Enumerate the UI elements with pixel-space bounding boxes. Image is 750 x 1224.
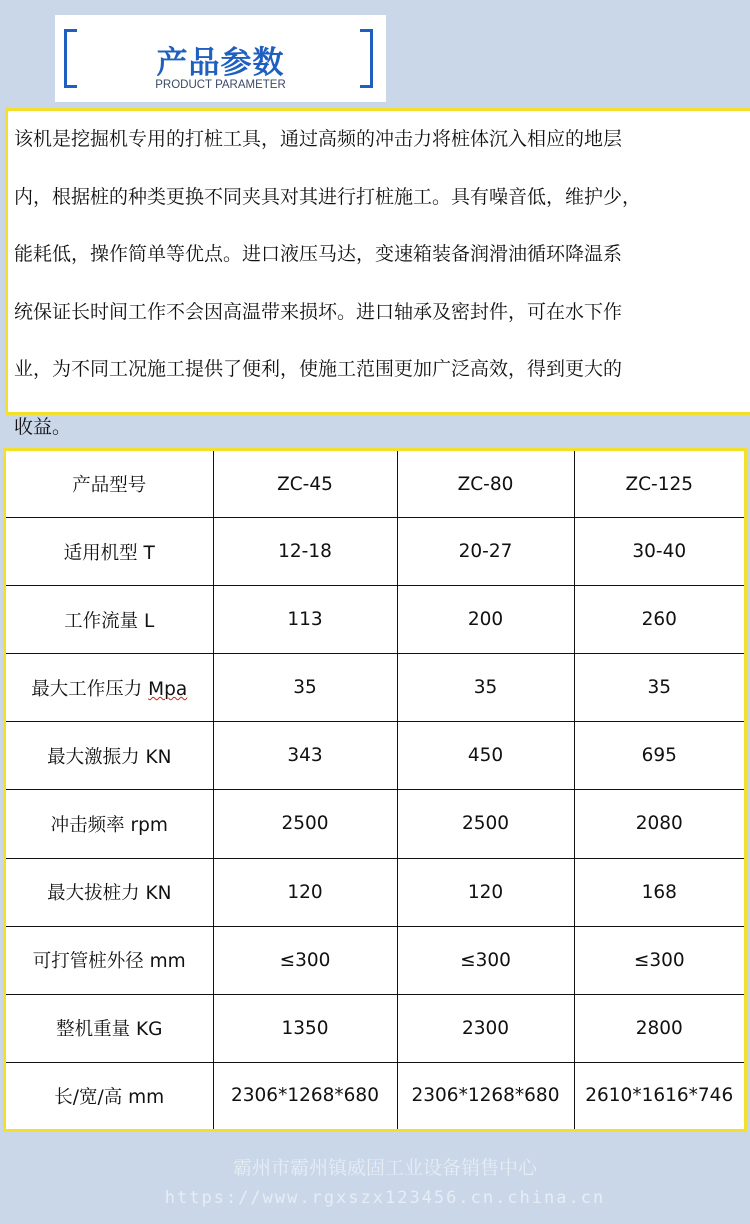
- description-line: 收益。: [14, 415, 72, 438]
- cell-value: ≤300: [397, 926, 574, 994]
- cell-value: 343: [213, 722, 397, 790]
- row-label: 可打管桩外径 mm: [6, 926, 213, 994]
- cell-value: ≤300: [574, 926, 744, 994]
- row-label-text: 最大工作压力: [31, 678, 149, 700]
- cell-value: 2306*1268*680: [213, 1062, 397, 1129]
- description-line: 内，根据桩的种类更换不同夹具对其进行打桩施工。具有噪音低，维护少，: [14, 185, 642, 208]
- row-label: 整机重量 KG: [6, 994, 213, 1062]
- watermark-company: 霸州市霸州镇威固工业设备销售中心: [232, 1157, 537, 1179]
- row-label: 冲击频率 rpm: [6, 790, 213, 858]
- cell-value: 168: [574, 858, 744, 926]
- table-row: [6, 722, 744, 790]
- cell-value: 695: [574, 722, 744, 790]
- table-row: [6, 790, 744, 858]
- cell-value: 2800: [574, 994, 744, 1062]
- description-line: 该机是挖掘机专用的打桩工具，通过高频的冲击力将桩体沉入相应的地层: [14, 128, 623, 150]
- cell-value: 30-40: [574, 518, 744, 586]
- row-label: 长/宽/高 mm: [6, 1062, 213, 1129]
- row-label: [6, 654, 213, 722]
- section-subtitle: PRODUCT PARAMETER: [155, 79, 286, 91]
- row-label: 最大激振力 KN: [6, 722, 213, 790]
- table-row: [6, 654, 744, 722]
- table-row: [6, 994, 744, 1062]
- row-label: 最大拔桩力 KN: [6, 858, 213, 926]
- parameters-table: [6, 451, 744, 1129]
- cell-value: 12-18: [213, 518, 397, 586]
- table-row: [6, 926, 744, 994]
- table-row: [6, 1062, 744, 1129]
- cell-value: 260: [574, 586, 744, 654]
- cell-value: 35: [397, 654, 574, 722]
- row-label-unit: Mpa: [148, 678, 188, 700]
- cell-value: 120: [213, 858, 397, 926]
- header-cell-model: ZC-125: [574, 451, 744, 518]
- cell-value: 35: [574, 654, 744, 722]
- cell-value: 2080: [574, 790, 744, 858]
- cell-value: 2500: [213, 790, 397, 858]
- row-label: 工作流量 L: [6, 586, 213, 654]
- cell-value: 20-27: [397, 518, 574, 586]
- cell-value: 120: [397, 858, 574, 926]
- table-row: [6, 518, 744, 586]
- cell-value: 2300: [397, 994, 574, 1062]
- cell-value: 450: [397, 722, 574, 790]
- cell-value: 2610*1616*746: [574, 1062, 744, 1129]
- header-cell-model: ZC-45: [213, 451, 397, 518]
- cell-value: 2306*1268*680: [397, 1062, 574, 1129]
- description-line: 统保证长时间工作不会因高温带来损坏。进口轴承及密封件，可在水下作: [14, 300, 623, 323]
- cell-value: 200: [397, 586, 574, 654]
- row-label: 适用机型 T: [6, 518, 213, 586]
- parameters-table-box: [3, 448, 747, 1132]
- cell-value: ≤300: [213, 926, 397, 994]
- table-header-row: [6, 451, 744, 518]
- watermark-url: https://www.rgxszx123456.cn.china.cn: [164, 1188, 606, 1208]
- description-line: 能耗低，操作简单等优点。进口液压马达，变速箱装备润滑油循环降温系: [14, 243, 623, 265]
- cell-value: 1350: [213, 994, 397, 1062]
- cell-value: 2500: [397, 790, 574, 858]
- product-description: [5, 108, 750, 438]
- cell-value: 113: [213, 586, 397, 654]
- table-row: [6, 858, 744, 926]
- cell-value: 35: [213, 654, 397, 722]
- description-line: 业，为不同工况施工提供了便利，使施工范围更加广泛高效，得到更大的: [14, 358, 623, 380]
- header-cell-model: ZC-80: [397, 451, 574, 518]
- header-cell-label: 产品型号: [6, 451, 213, 518]
- section-header: [55, 15, 386, 102]
- table-row: [6, 586, 744, 654]
- section-title: 产品参数: [156, 45, 285, 81]
